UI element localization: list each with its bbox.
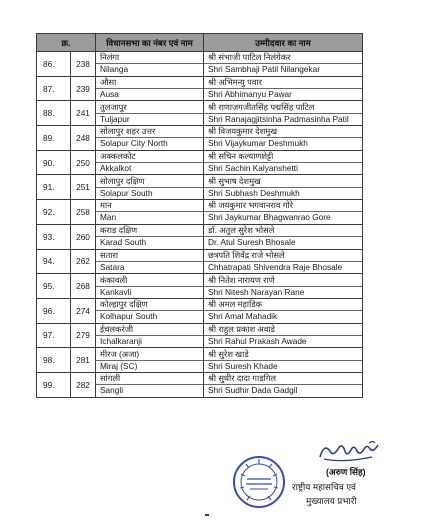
constituency-number-cell: 239	[71, 76, 96, 101]
table-row	[37, 150, 363, 175]
constituency-name-hindi: निलंगा	[96, 52, 203, 64]
header-serial: क्र.	[37, 34, 96, 52]
serial-cell: 88.	[37, 101, 71, 126]
table-row	[37, 298, 363, 323]
serial-cell: 93.	[37, 224, 71, 249]
candidate-name-cell	[204, 224, 363, 249]
constituency-name-english: Nilanga	[100, 64, 129, 75]
header-candidate: उम्मीदवार का नाम	[204, 34, 363, 52]
serial-cell: 94.	[37, 249, 71, 274]
constituency-name-hindi: मान	[96, 200, 203, 212]
constituency-number-cell: 251	[71, 175, 96, 200]
constituency-name-cell	[96, 200, 204, 225]
candidate-name-english: Shri Subhash Deshmukh	[208, 187, 300, 198]
candidate-name-hindi: श्री सुधीर दादा गाडगिल	[204, 373, 362, 385]
constituency-number-cell: 262	[71, 249, 96, 274]
serial-cell: 98.	[37, 348, 71, 373]
serial-cell: 92.	[37, 200, 71, 225]
constituency-number-cell: 258	[71, 200, 96, 225]
table-row	[37, 76, 363, 101]
constituency-name-english: Solapur City North	[100, 138, 168, 149]
constituency-name-english: Sangli	[100, 385, 124, 396]
candidate-name-english: Shri Jaykumar Bhagwanrao Gore	[208, 212, 331, 223]
constituency-name-english: Akkalkot	[100, 163, 132, 174]
table-row	[37, 126, 363, 151]
constituency-name-cell	[96, 175, 204, 200]
constituency-name-hindi: औसा	[96, 77, 203, 89]
table-row	[37, 249, 363, 274]
constituency-name-hindi: सांगली	[96, 373, 203, 385]
table-row	[37, 372, 363, 397]
candidate-name-cell	[204, 175, 363, 200]
constituency-name-english: Kankavli	[100, 286, 132, 297]
constituency-name-hindi: ईचलकरंजी	[96, 324, 203, 336]
candidate-name-cell	[204, 101, 363, 126]
candidate-name-hindi: श्री नितेश नारायण राणे	[204, 275, 362, 287]
candidate-name-cell	[204, 298, 363, 323]
candidate-name-hindi: डॉ. अतुल सुरेश भोसले	[204, 225, 362, 237]
constituency-number-cell: 282	[71, 372, 96, 397]
table-row	[37, 348, 363, 373]
constituency-name-cell	[96, 323, 204, 348]
constituency-number-cell: 241	[71, 101, 96, 126]
constituency-name-cell	[96, 150, 204, 175]
candidate-name-cell	[204, 150, 363, 175]
constituency-name-cell	[96, 101, 204, 126]
constituency-name-english: Miraj (SC)	[100, 360, 138, 371]
candidate-name-cell	[204, 372, 363, 397]
constituency-name-english: Kolhapur South	[100, 311, 158, 322]
table-row	[37, 323, 363, 348]
serial-cell: 91.	[37, 175, 71, 200]
constituency-name-cell	[96, 298, 204, 323]
constituency-name-hindi: सोलापुर शहर उत्तर	[96, 126, 203, 138]
candidate-name-hindi: श्री जयकुमार भगवानराव गोरे	[204, 200, 362, 212]
constituency-name-english: Satara	[100, 261, 125, 272]
header-assembly: विधानसभा का नंबर एवं नाम	[96, 34, 204, 52]
candidate-name-english: Shri Nitesh Narayan Rane	[208, 286, 305, 297]
constituency-number-cell: 268	[71, 274, 96, 299]
candidate-name-english: Shri Amal Mahadik	[208, 311, 278, 322]
serial-cell: 86.	[37, 52, 71, 77]
candidate-name-cell	[204, 274, 363, 299]
designation-line-1: राष्ट्रीय महासचिव एवं	[292, 482, 356, 492]
serial-cell: 96.	[37, 298, 71, 323]
candidate-name-english: Shri Sambhaji Patil Nilangekar	[208, 64, 321, 75]
candidate-name-hindi: छत्रपति शिवेंद्र राजे भोसले	[204, 250, 362, 262]
table-row	[37, 52, 363, 77]
candidate-name-english: Shri Ranajagjitsinha Padmasinha Patil	[208, 113, 349, 124]
constituency-name-cell	[96, 126, 204, 151]
constituency-name-cell	[96, 224, 204, 249]
candidate-name-cell	[204, 348, 363, 373]
table-row	[37, 274, 363, 299]
constituency-name-hindi: मीरज (अजा)	[96, 349, 203, 361]
constituency-name-hindi: कंकावली	[96, 275, 203, 287]
constituency-name-english: Man	[100, 212, 117, 223]
constituency-number-cell: 260	[71, 224, 96, 249]
constituency-name-english: Tuljapur	[100, 113, 130, 124]
table-row	[37, 224, 363, 249]
constituency-name-hindi: कोल्हापुर दक्षिण	[96, 299, 203, 311]
candidate-name-hindi: श्री राणाजगजीतसिंह पद्मसिंह पाटिल	[204, 102, 362, 114]
constituency-name-english: Solapur South	[100, 187, 153, 198]
table-row	[37, 200, 363, 225]
candidate-name-cell	[204, 249, 363, 274]
candidate-name-cell	[204, 323, 363, 348]
candidate-name-hindi: श्री अभिमन्यु पवार	[204, 77, 362, 89]
constituency-number-cell: 250	[71, 150, 96, 175]
candidate-name-cell	[204, 76, 363, 101]
signature-image	[314, 437, 384, 467]
constituency-name-hindi: सोलापुर दक्षिण	[96, 176, 203, 188]
candidate-name-hindi: श्री सुरेश खाडे	[204, 349, 362, 361]
candidate-name-english: Shri Sachin Kalyanshetti	[208, 163, 298, 174]
candidate-name-hindi: श्री विजयकुमार देशमुख	[204, 126, 362, 138]
serial-cell: 87.	[37, 76, 71, 101]
constituency-number-cell: 279	[71, 323, 96, 348]
candidate-name-hindi: श्री अमल महाडिक	[204, 299, 362, 311]
table-header-row	[37, 34, 363, 52]
candidate-name-english: Shri Rahul Prakash Awade	[208, 335, 307, 346]
signer-name: (अरुण सिंह)	[326, 467, 366, 477]
constituency-name-cell	[96, 274, 204, 299]
candidate-name-english: Shri Vijaykumar Deshmukh	[208, 138, 308, 149]
constituency-name-hindi: अक्कलकोट	[96, 151, 203, 163]
page-marker	[205, 514, 209, 516]
serial-cell: 95.	[37, 274, 71, 299]
candidate-name-english: Chhatrapati Shivendra Raje Bhosale	[208, 261, 343, 272]
serial-cell: 90.	[37, 150, 71, 175]
constituency-name-hindi: कराड दक्षिण	[96, 225, 203, 237]
constituency-name-cell	[96, 52, 204, 77]
candidate-name-english: Shri Sudhir Dada Gadgil	[208, 385, 298, 396]
serial-cell: 99.	[37, 372, 71, 397]
constituency-name-english: Karad South	[100, 237, 147, 248]
serial-cell: 89.	[37, 126, 71, 151]
table-row	[37, 101, 363, 126]
candidate-name-english: Shri Suresh Khade	[208, 360, 278, 371]
candidate-table	[36, 33, 363, 398]
candidate-name-hindi: श्री सचिन कल्याणशेट्टी	[204, 151, 362, 163]
candidate-name-hindi: श्री संभाजी पाटिल निलंगेकर	[204, 52, 362, 64]
constituency-name-cell	[96, 372, 204, 397]
constituency-name-english: Ausa	[100, 89, 119, 100]
constituency-name-cell	[96, 76, 204, 101]
constituency-number-cell: 274	[71, 298, 96, 323]
constituency-name-cell	[96, 348, 204, 373]
candidate-name-english: Dr. Atul Suresh Bhosale	[208, 237, 296, 248]
candidate-name-cell	[204, 126, 363, 151]
candidate-name-hindi: श्री सुभाष देशमुख	[204, 176, 362, 188]
candidate-name-hindi: श्री राहुल प्रकाश अवाडे	[204, 324, 362, 336]
constituency-name-english: Ichalkaranji	[100, 335, 142, 346]
table-row	[37, 175, 363, 200]
party-seal	[232, 455, 286, 509]
constituency-name-hindi: सतारा	[96, 250, 203, 262]
designation-line-2: मुख्यालय प्रभारी	[306, 496, 357, 506]
candidate-name-english: Shri Abhimanyu Pawar	[208, 89, 292, 100]
candidate-name-cell	[204, 200, 363, 225]
constituency-number-cell: 248	[71, 126, 96, 151]
serial-cell: 97.	[37, 323, 71, 348]
constituency-number-cell: 238	[71, 52, 96, 77]
constituency-name-hindi: तुलजापुर	[96, 102, 203, 114]
constituency-number-cell: 281	[71, 348, 96, 373]
constituency-name-cell	[96, 249, 204, 274]
candidate-name-cell	[204, 52, 363, 77]
